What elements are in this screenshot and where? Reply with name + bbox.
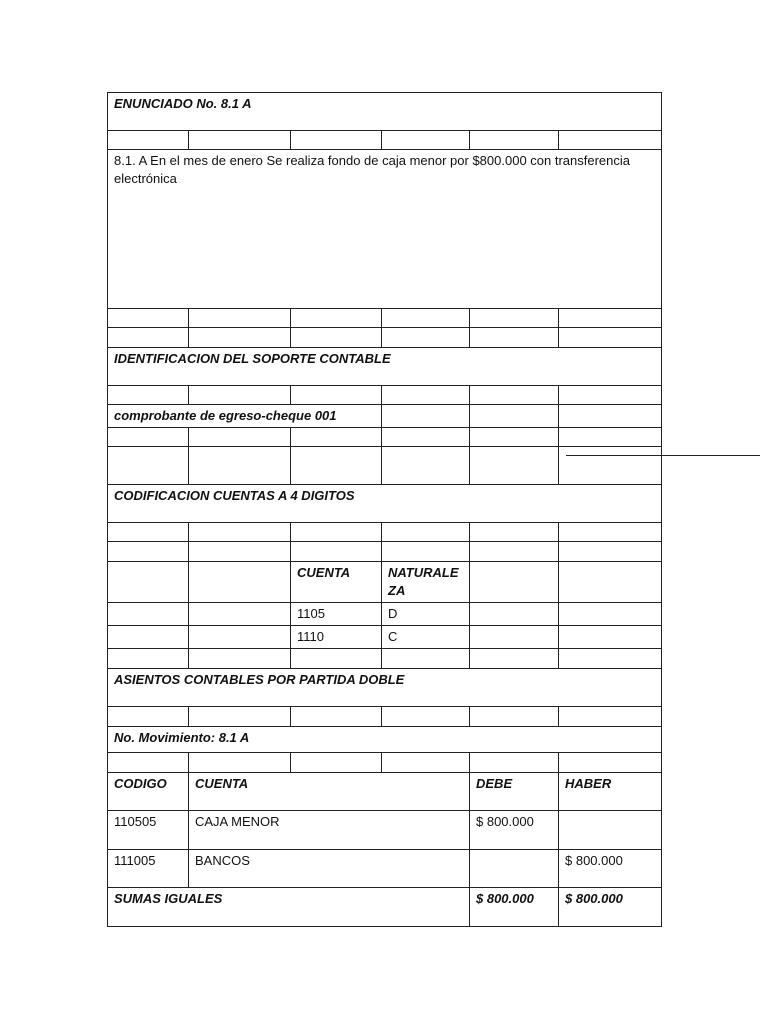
enunciado-title: ENUNCIADO No. 8.1 A [108, 93, 662, 131]
movimiento-label: No. Movimiento: 8.1 A [108, 727, 662, 753]
asiento-haber: $ 800.000 [559, 850, 662, 888]
accounting-worksheet [107, 92, 661, 927]
blank-row [108, 523, 662, 542]
table-row [108, 626, 662, 649]
asiento-debe [470, 850, 559, 888]
codificacion-header-cuenta: CUENTA [291, 562, 382, 603]
asiento-cuenta: CAJA MENOR [189, 811, 470, 850]
totals-debe: $ 800.000 [470, 888, 559, 927]
asiento-debe: $ 800.000 [470, 811, 559, 850]
blank-row [108, 328, 662, 348]
asiento-codigo: 110505 [108, 811, 189, 850]
blank-row [108, 753, 662, 773]
codificacion-naturaleza: D [382, 603, 470, 626]
table-row [108, 603, 662, 626]
asientos-header-cuenta: CUENTA [189, 773, 470, 811]
asientos-header-codigo: CODIGO [108, 773, 189, 811]
enunciado-text: 8.1. A En el mes de enero Se realiza fondo de caja menor por $800.000 con transferencia electrónica [108, 150, 662, 309]
blank-row [108, 386, 662, 405]
worksheet-table [107, 92, 662, 927]
asiento-codigo: 111005 [108, 850, 189, 888]
codificacion-cuenta: 1110 [291, 626, 382, 649]
asientos-header-debe: DEBE [470, 773, 559, 811]
codificacion-title: CODIFICACION CUENTAS A 4 DIGITOS [108, 485, 662, 523]
blank-row [108, 649, 662, 669]
blank-row [108, 542, 662, 562]
codificacion-header-naturaleza: NATURALE ZA [382, 562, 470, 603]
asiento-cuenta: BANCOS [189, 850, 470, 888]
blank-row [108, 309, 662, 328]
blank-row [108, 707, 662, 727]
codificacion-cuenta: 1105 [291, 603, 382, 626]
soporte-text: comprobante de egreso-cheque 001 [108, 405, 382, 428]
blank-row [108, 428, 662, 447]
totals-row [108, 888, 662, 927]
codificacion-naturaleza: C [382, 626, 470, 649]
totals-haber: $ 800.000 [559, 888, 662, 927]
table-row [108, 850, 662, 888]
asientos-header-haber: HABER [559, 773, 662, 811]
table-row [108, 811, 662, 850]
totals-label: SUMAS IGUALES [108, 888, 470, 927]
blank-row [108, 447, 662, 485]
soporte-title: IDENTIFICACION DEL SOPORTE CONTABLE [108, 348, 662, 386]
side-rule-line [566, 455, 760, 456]
asiento-haber [559, 811, 662, 850]
blank-row [108, 131, 662, 150]
asientos-title: ASIENTOS CONTABLES POR PARTIDA DOBLE [108, 669, 662, 707]
